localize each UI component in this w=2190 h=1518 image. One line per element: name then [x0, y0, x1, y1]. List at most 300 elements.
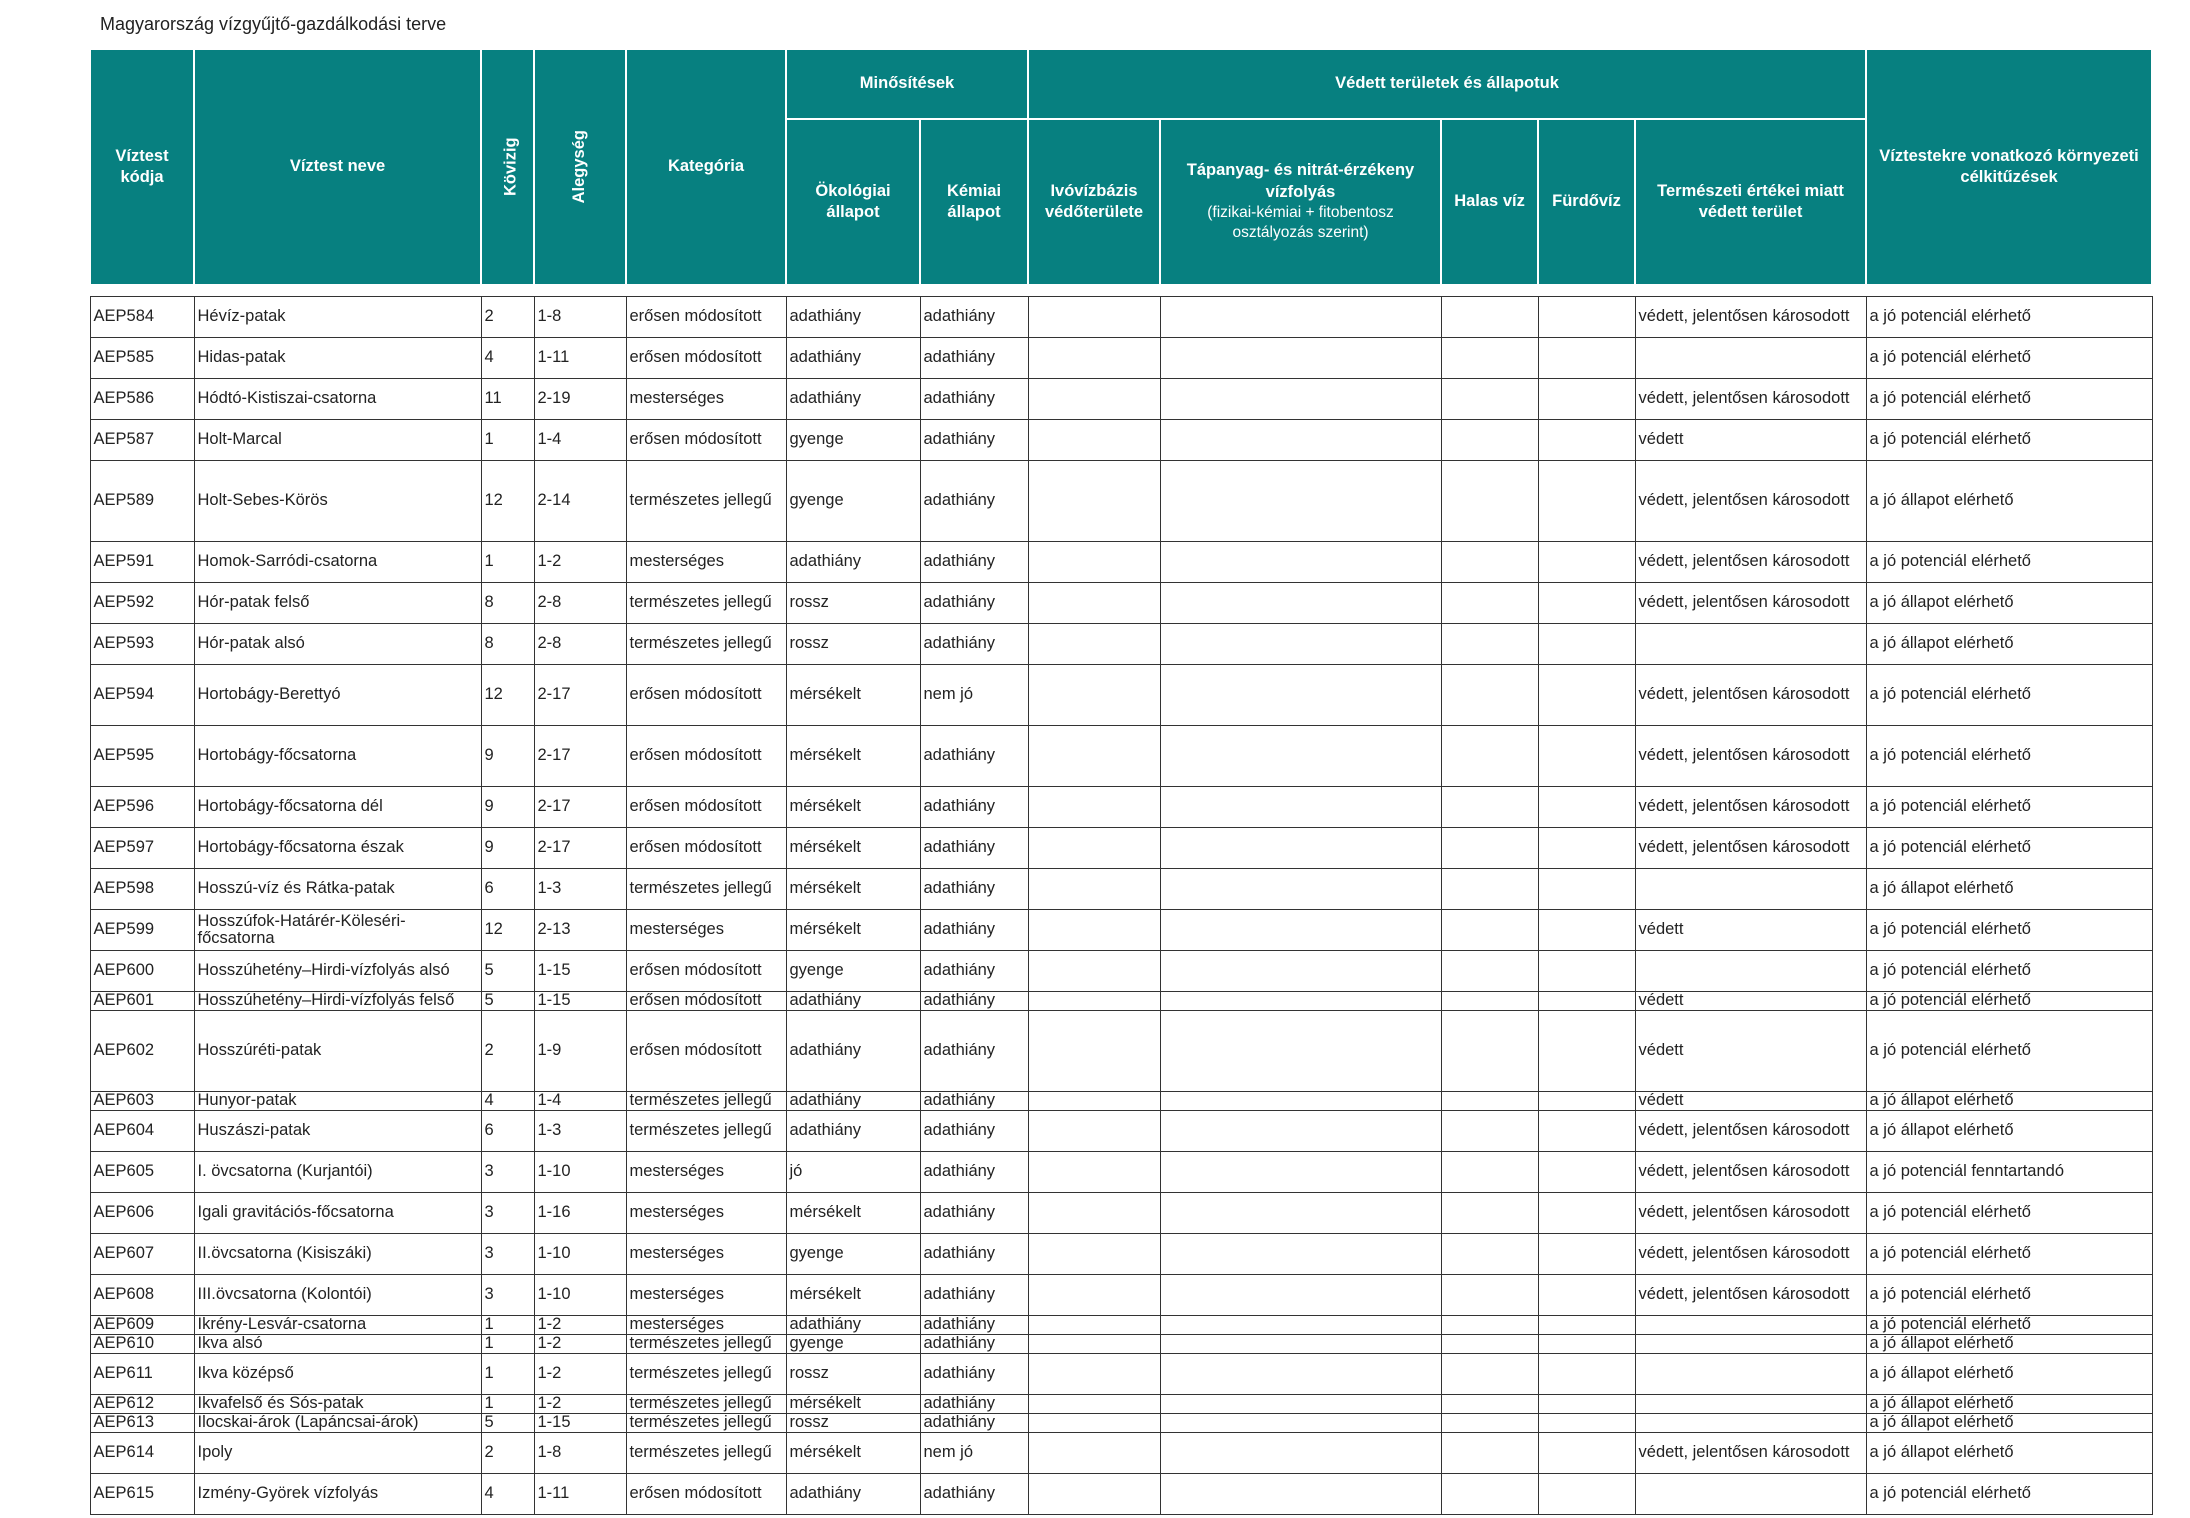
cell-ivovizbazis — [1028, 1193, 1160, 1234]
cell-okologiai: mérsékelt — [786, 1275, 920, 1316]
cell-kategoria: természetes jellegű — [626, 461, 786, 542]
header-kemiai: Kémiai állapot — [920, 119, 1028, 285]
cell-kategoria: természetes jellegű — [626, 1092, 786, 1111]
cell-halas-viz — [1441, 1275, 1538, 1316]
cell-kemiai: adathiány — [920, 461, 1028, 542]
cell-halas-viz — [1441, 542, 1538, 583]
cell-code: AEP614 — [90, 1433, 194, 1474]
cell-termeszeti: védett, jelentősen károsodott — [1635, 461, 1866, 542]
cell-celkituzes: a jó potenciál elérhető — [1866, 951, 2152, 992]
cell-kategoria: mesterséges — [626, 1152, 786, 1193]
cell-termeszeti — [1635, 1316, 1866, 1335]
cell-termeszeti: védett — [1635, 1011, 1866, 1092]
cell-okologiai: mérsékelt — [786, 787, 920, 828]
cell-alegyseg: 1-11 — [534, 338, 626, 379]
cell-kemiai: adathiány — [920, 1474, 1028, 1515]
cell-okologiai: adathiány — [786, 992, 920, 1011]
cell-furdoviz — [1538, 1111, 1635, 1152]
cell-okologiai: mérsékelt — [786, 1395, 920, 1414]
cell-code: AEP586 — [90, 379, 194, 420]
cell-kemiai: adathiány — [920, 869, 1028, 910]
table-row — [90, 420, 2152, 461]
cell-termeszeti: védett, jelentősen károsodott — [1635, 665, 1866, 726]
cell-kategoria: erősen módosított — [626, 665, 786, 726]
cell-alegyseg: 2-8 — [534, 583, 626, 624]
cell-celkituzes: a jó állapot elérhető — [1866, 1111, 2152, 1152]
cell-termeszeti — [1635, 1354, 1866, 1395]
cell-name: Ikrény-Lesvár-csatorna — [194, 1316, 481, 1335]
cell-tapanyag — [1160, 1474, 1441, 1515]
cell-kategoria: természetes jellegű — [626, 583, 786, 624]
cell-halas-viz — [1441, 1234, 1538, 1275]
cell-furdoviz — [1538, 1011, 1635, 1092]
cell-okologiai: adathiány — [786, 338, 920, 379]
table-row — [90, 624, 2152, 665]
cell-tapanyag — [1160, 542, 1441, 583]
cell-name: Hosszú-víz és Rátka-patak — [194, 869, 481, 910]
cell-code: AEP589 — [90, 461, 194, 542]
cell-kovizig: 3 — [481, 1193, 534, 1234]
cell-celkituzes: a jó potenciál elérhető — [1866, 297, 2152, 338]
cell-kemiai: adathiány — [920, 1395, 1028, 1414]
cell-alegyseg: 1-10 — [534, 1275, 626, 1316]
cell-kovizig: 3 — [481, 1234, 534, 1275]
cell-tapanyag — [1160, 828, 1441, 869]
cell-kategoria: természetes jellegű — [626, 869, 786, 910]
cell-code: AEP605 — [90, 1152, 194, 1193]
cell-kemiai: adathiány — [920, 338, 1028, 379]
cell-kovizig: 1 — [481, 1395, 534, 1414]
cell-kemiai: adathiány — [920, 1111, 1028, 1152]
cell-alegyseg: 1-11 — [534, 1474, 626, 1515]
cell-furdoviz — [1538, 992, 1635, 1011]
cell-code: AEP610 — [90, 1335, 194, 1354]
cell-kovizig: 4 — [481, 338, 534, 379]
cell-kovizig: 12 — [481, 461, 534, 542]
cell-alegyseg: 1-15 — [534, 1414, 626, 1433]
cell-celkituzes: a jó potenciál elérhető — [1866, 787, 2152, 828]
cell-kovizig: 6 — [481, 869, 534, 910]
cell-alegyseg: 1-2 — [534, 1395, 626, 1414]
cell-tapanyag — [1160, 1335, 1441, 1354]
cell-okologiai: adathiány — [786, 1111, 920, 1152]
table-row — [90, 297, 2152, 338]
cell-celkituzes: a jó potenciál elérhető — [1866, 1316, 2152, 1335]
cell-halas-viz — [1441, 951, 1538, 992]
table-body — [90, 285, 2152, 1515]
cell-kovizig: 4 — [481, 1092, 534, 1111]
cell-name: Ikvafelső és Sós-patak — [194, 1395, 481, 1414]
water-body-table — [89, 48, 2153, 1515]
cell-termeszeti: védett — [1635, 1092, 1866, 1111]
header-name: Víztest neve — [194, 49, 481, 285]
cell-termeszeti: védett, jelentősen károsodott — [1635, 583, 1866, 624]
cell-termeszeti: védett, jelentősen károsodott — [1635, 787, 1866, 828]
table-row — [90, 1474, 2152, 1515]
cell-okologiai: gyenge — [786, 1335, 920, 1354]
cell-code: AEP602 — [90, 1011, 194, 1092]
cell-halas-viz — [1441, 828, 1538, 869]
table-row — [90, 1335, 2152, 1354]
cell-tapanyag — [1160, 583, 1441, 624]
cell-code: AEP608 — [90, 1275, 194, 1316]
cell-termeszeti: védett, jelentősen károsodott — [1635, 828, 1866, 869]
cell-halas-viz — [1441, 420, 1538, 461]
cell-ivovizbazis — [1028, 1011, 1160, 1092]
cell-tapanyag — [1160, 869, 1441, 910]
cell-code: AEP603 — [90, 1092, 194, 1111]
header-celkituzesek: Víztestekre vonatkozó környezeti célkitűzések — [1866, 49, 2152, 285]
cell-code: AEP604 — [90, 1111, 194, 1152]
cell-termeszeti — [1635, 1414, 1866, 1433]
cell-kemiai: adathiány — [920, 992, 1028, 1011]
cell-okologiai: mérsékelt — [786, 1433, 920, 1474]
cell-kategoria: erősen módosított — [626, 787, 786, 828]
cell-halas-viz — [1441, 1433, 1538, 1474]
cell-alegyseg: 2-17 — [534, 726, 626, 787]
cell-kategoria: erősen módosított — [626, 420, 786, 461]
cell-termeszeti: védett, jelentősen károsodott — [1635, 1193, 1866, 1234]
cell-name: Ikva alsó — [194, 1335, 481, 1354]
cell-kovizig: 11 — [481, 379, 534, 420]
cell-furdoviz — [1538, 869, 1635, 910]
cell-termeszeti: védett, jelentősen károsodott — [1635, 1234, 1866, 1275]
cell-tapanyag — [1160, 461, 1441, 542]
cell-celkituzes: a jó potenciál elérhető — [1866, 665, 2152, 726]
cell-celkituzes: a jó állapot elérhető — [1866, 583, 2152, 624]
cell-name: Hór-patak felső — [194, 583, 481, 624]
cell-alegyseg: 2-8 — [534, 624, 626, 665]
cell-furdoviz — [1538, 379, 1635, 420]
cell-halas-viz — [1441, 910, 1538, 951]
cell-furdoviz — [1538, 1335, 1635, 1354]
cell-name: Hosszúréti-patak — [194, 1011, 481, 1092]
cell-kategoria: erősen módosított — [626, 338, 786, 379]
cell-kemiai: nem jó — [920, 665, 1028, 726]
cell-furdoviz — [1538, 1433, 1635, 1474]
table-row — [90, 1193, 2152, 1234]
cell-kovizig: 3 — [481, 1275, 534, 1316]
cell-kategoria: mesterséges — [626, 1275, 786, 1316]
cell-termeszeti: védett — [1635, 910, 1866, 951]
cell-alegyseg: 1-3 — [534, 1111, 626, 1152]
cell-name: Ikva középső — [194, 1354, 481, 1395]
cell-kemiai: adathiány — [920, 726, 1028, 787]
cell-code: AEP591 — [90, 542, 194, 583]
table-row — [90, 787, 2152, 828]
cell-celkituzes: a jó állapot elérhető — [1866, 1433, 2152, 1474]
cell-furdoviz — [1538, 665, 1635, 726]
cell-okologiai: adathiány — [786, 1474, 920, 1515]
cell-name: Hosszúhetény–Hirdi-vízfolyás felső — [194, 992, 481, 1011]
header-code: Víztest kódja — [90, 49, 194, 285]
cell-code: AEP592 — [90, 583, 194, 624]
cell-kategoria: erősen módosított — [626, 1474, 786, 1515]
cell-halas-viz — [1441, 787, 1538, 828]
cell-code: AEP606 — [90, 1193, 194, 1234]
cell-name: Hosszúfok-Határér-Köleséri-főcsatorna — [194, 910, 481, 951]
cell-kategoria: erősen módosított — [626, 297, 786, 338]
cell-okologiai: adathiány — [786, 542, 920, 583]
cell-furdoviz — [1538, 1234, 1635, 1275]
cell-okologiai: adathiány — [786, 379, 920, 420]
cell-furdoviz — [1538, 1395, 1635, 1414]
table-row — [90, 828, 2152, 869]
cell-kategoria: erősen módosított — [626, 992, 786, 1011]
cell-code: AEP587 — [90, 420, 194, 461]
cell-kovizig: 12 — [481, 910, 534, 951]
cell-halas-viz — [1441, 1354, 1538, 1395]
cell-kategoria: erősen módosított — [626, 1011, 786, 1092]
cell-alegyseg: 1-8 — [534, 1433, 626, 1474]
cell-okologiai: rossz — [786, 583, 920, 624]
cell-ivovizbazis — [1028, 869, 1160, 910]
cell-kategoria: természetes jellegű — [626, 1414, 786, 1433]
cell-ivovizbazis — [1028, 1433, 1160, 1474]
cell-alegyseg: 1-4 — [534, 420, 626, 461]
table-row — [90, 542, 2152, 583]
cell-name: Hódtó-Kistiszai-csatorna — [194, 379, 481, 420]
cell-termeszeti — [1635, 1395, 1866, 1414]
cell-kemiai: adathiány — [920, 1234, 1028, 1275]
document-title: Magyarország vízgyűjtő-gazdálkodási terve — [100, 14, 447, 34]
table-row — [90, 1234, 2152, 1275]
cell-termeszeti: védett, jelentősen károsodott — [1635, 1152, 1866, 1193]
cell-kovizig: 3 — [481, 1152, 534, 1193]
cell-ivovizbazis — [1028, 1316, 1160, 1335]
cell-kovizig: 9 — [481, 726, 534, 787]
cell-name: Holt-Marcal — [194, 420, 481, 461]
cell-alegyseg: 1-2 — [534, 542, 626, 583]
table-row — [90, 1354, 2152, 1395]
cell-halas-viz — [1441, 1092, 1538, 1111]
cell-okologiai: gyenge — [786, 1234, 920, 1275]
header-kovizig: Kövizig — [481, 49, 534, 285]
cell-tapanyag — [1160, 1111, 1441, 1152]
table-row — [90, 1316, 2152, 1335]
cell-name: Hidas-patak — [194, 338, 481, 379]
cell-celkituzes: a jó állapot elérhető — [1866, 461, 2152, 542]
cell-tapanyag — [1160, 297, 1441, 338]
cell-ivovizbazis — [1028, 1275, 1160, 1316]
cell-halas-viz — [1441, 726, 1538, 787]
cell-ivovizbazis — [1028, 338, 1160, 379]
cell-celkituzes: a jó állapot elérhető — [1866, 624, 2152, 665]
cell-kemiai: adathiány — [920, 583, 1028, 624]
cell-code: AEP595 — [90, 726, 194, 787]
cell-furdoviz — [1538, 420, 1635, 461]
cell-okologiai: mérsékelt — [786, 665, 920, 726]
cell-okologiai: gyenge — [786, 461, 920, 542]
cell-name: Homok-Sarródi-csatorna — [194, 542, 481, 583]
cell-furdoviz — [1538, 1414, 1635, 1433]
cell-kovizig: 4 — [481, 1474, 534, 1515]
cell-termeszeti — [1635, 624, 1866, 665]
cell-celkituzes: a jó állapot elérhető — [1866, 1092, 2152, 1111]
cell-celkituzes: a jó potenciál fenntartandó — [1866, 1152, 2152, 1193]
cell-alegyseg: 1-2 — [534, 1335, 626, 1354]
cell-halas-viz — [1441, 297, 1538, 338]
cell-ivovizbazis — [1028, 1234, 1160, 1275]
cell-termeszeti: védett, jelentősen károsodott — [1635, 1433, 1866, 1474]
cell-furdoviz — [1538, 1474, 1635, 1515]
table-row — [90, 1414, 2152, 1433]
cell-alegyseg: 1-2 — [534, 1316, 626, 1335]
cell-celkituzes: a jó potenciál elérhető — [1866, 338, 2152, 379]
cell-celkituzes: a jó potenciál elérhető — [1866, 542, 2152, 583]
cell-ivovizbazis — [1028, 665, 1160, 726]
cell-halas-viz — [1441, 1111, 1538, 1152]
cell-ivovizbazis — [1028, 379, 1160, 420]
header-furdoviz: Fürdővíz — [1538, 119, 1635, 285]
cell-name: Izmény-Györek vízfolyás — [194, 1474, 481, 1515]
table-row — [90, 1092, 2152, 1111]
cell-termeszeti: védett, jelentősen károsodott — [1635, 542, 1866, 583]
cell-kemiai: adathiány — [920, 1354, 1028, 1395]
cell-ivovizbazis — [1028, 583, 1160, 624]
cell-furdoviz — [1538, 726, 1635, 787]
cell-kovizig: 5 — [481, 951, 534, 992]
cell-celkituzes: a jó potenciál elérhető — [1866, 1011, 2152, 1092]
cell-kemiai: adathiány — [920, 624, 1028, 665]
table-row — [90, 1011, 2152, 1092]
cell-furdoviz — [1538, 461, 1635, 542]
cell-kovizig: 12 — [481, 665, 534, 726]
cell-tapanyag — [1160, 992, 1441, 1011]
cell-kategoria: természetes jellegű — [626, 1111, 786, 1152]
cell-okologiai: adathiány — [786, 297, 920, 338]
cell-celkituzes: a jó potenciál elérhető — [1866, 828, 2152, 869]
cell-tapanyag — [1160, 951, 1441, 992]
cell-termeszeti: védett — [1635, 992, 1866, 1011]
cell-halas-viz — [1441, 1414, 1538, 1433]
cell-termeszeti: védett, jelentősen károsodott — [1635, 726, 1866, 787]
cell-tapanyag — [1160, 379, 1441, 420]
cell-kategoria: mesterséges — [626, 542, 786, 583]
cell-ivovizbazis — [1028, 420, 1160, 461]
cell-tapanyag — [1160, 1354, 1441, 1395]
cell-termeszeti: védett, jelentősen károsodott — [1635, 379, 1866, 420]
cell-termeszeti — [1635, 869, 1866, 910]
table-row — [90, 1111, 2152, 1152]
cell-alegyseg: 1-15 — [534, 951, 626, 992]
cell-kovizig: 5 — [481, 1414, 534, 1433]
header-kategoria: Kategória — [626, 49, 786, 285]
cell-kemiai: adathiány — [920, 379, 1028, 420]
cell-kovizig: 2 — [481, 1433, 534, 1474]
cell-celkituzes: a jó potenciál elérhető — [1866, 910, 2152, 951]
cell-kemiai: adathiány — [920, 951, 1028, 992]
cell-kovizig: 5 — [481, 992, 534, 1011]
table-row — [90, 1395, 2152, 1414]
cell-ivovizbazis — [1028, 297, 1160, 338]
cell-code: AEP600 — [90, 951, 194, 992]
cell-halas-viz — [1441, 1335, 1538, 1354]
header-minositesek: Minősítések — [786, 49, 1028, 119]
cell-furdoviz — [1538, 338, 1635, 379]
cell-alegyseg: 1-15 — [534, 992, 626, 1011]
cell-kemiai: adathiány — [920, 787, 1028, 828]
cell-ivovizbazis — [1028, 951, 1160, 992]
cell-ivovizbazis — [1028, 542, 1160, 583]
header-vedett-teruletek: Védett területek és állapotuk — [1028, 49, 1866, 119]
header-spacer — [90, 285, 2152, 297]
cell-kategoria: mesterséges — [626, 1193, 786, 1234]
cell-tapanyag — [1160, 1316, 1441, 1335]
cell-termeszeti: védett, jelentősen károsodott — [1635, 297, 1866, 338]
cell-kovizig: 1 — [481, 1335, 534, 1354]
cell-alegyseg: 1-16 — [534, 1193, 626, 1234]
table-row — [90, 910, 2152, 951]
cell-tapanyag — [1160, 1433, 1441, 1474]
cell-halas-viz — [1441, 461, 1538, 542]
cell-code: AEP613 — [90, 1414, 194, 1433]
cell-alegyseg: 2-14 — [534, 461, 626, 542]
cell-code: AEP612 — [90, 1395, 194, 1414]
cell-name: Huszászi-patak — [194, 1111, 481, 1152]
cell-kemiai: adathiány — [920, 910, 1028, 951]
cell-kovizig: 8 — [481, 624, 534, 665]
cell-tapanyag — [1160, 1011, 1441, 1092]
table-row — [90, 951, 2152, 992]
cell-okologiai: rossz — [786, 1354, 920, 1395]
cell-ivovizbazis — [1028, 624, 1160, 665]
cell-halas-viz — [1441, 665, 1538, 726]
cell-name: Ipoly — [194, 1433, 481, 1474]
cell-okologiai: adathiány — [786, 1011, 920, 1092]
cell-okologiai: mérsékelt — [786, 910, 920, 951]
cell-celkituzes: a jó potenciál elérhető — [1866, 1234, 2152, 1275]
cell-name: Hortobágy-főcsatorna — [194, 726, 481, 787]
cell-furdoviz — [1538, 542, 1635, 583]
cell-celkituzes: a jó állapot elérhető — [1866, 1335, 2152, 1354]
cell-name: Hór-patak alsó — [194, 624, 481, 665]
cell-alegyseg: 1-4 — [534, 1092, 626, 1111]
cell-code: AEP597 — [90, 828, 194, 869]
cell-alegyseg: 1-2 — [534, 1354, 626, 1395]
cell-okologiai: rossz — [786, 624, 920, 665]
cell-code: AEP594 — [90, 665, 194, 726]
cell-kemiai: adathiány — [920, 1193, 1028, 1234]
cell-halas-viz — [1441, 338, 1538, 379]
cell-code: AEP609 — [90, 1316, 194, 1335]
cell-kovizig: 1 — [481, 1316, 534, 1335]
cell-kategoria: mesterséges — [626, 1234, 786, 1275]
cell-halas-viz — [1441, 1474, 1538, 1515]
cell-okologiai: jó — [786, 1152, 920, 1193]
cell-halas-viz — [1441, 1395, 1538, 1414]
cell-halas-viz — [1441, 624, 1538, 665]
cell-alegyseg: 2-17 — [534, 828, 626, 869]
cell-tapanyag — [1160, 1395, 1441, 1414]
cell-furdoviz — [1538, 910, 1635, 951]
cell-code: AEP607 — [90, 1234, 194, 1275]
cell-kovizig: 6 — [481, 1111, 534, 1152]
cell-name: Igali gravitációs-főcsatorna — [194, 1193, 481, 1234]
cell-name: Holt-Sebes-Körös — [194, 461, 481, 542]
cell-alegyseg: 1-10 — [534, 1152, 626, 1193]
cell-okologiai: gyenge — [786, 951, 920, 992]
header-alegyseg: Alegység — [534, 49, 626, 285]
header-ivovizbazis: Ivóvízbázis védőterülete — [1028, 119, 1160, 285]
cell-ivovizbazis — [1028, 1395, 1160, 1414]
cell-name: Hévíz-patak — [194, 297, 481, 338]
cell-code: AEP599 — [90, 910, 194, 951]
cell-tapanyag — [1160, 665, 1441, 726]
header-halas-viz: Halas víz — [1441, 119, 1538, 285]
header-okologiai: Ökológiai állapot — [786, 119, 920, 285]
cell-tapanyag — [1160, 1092, 1441, 1111]
